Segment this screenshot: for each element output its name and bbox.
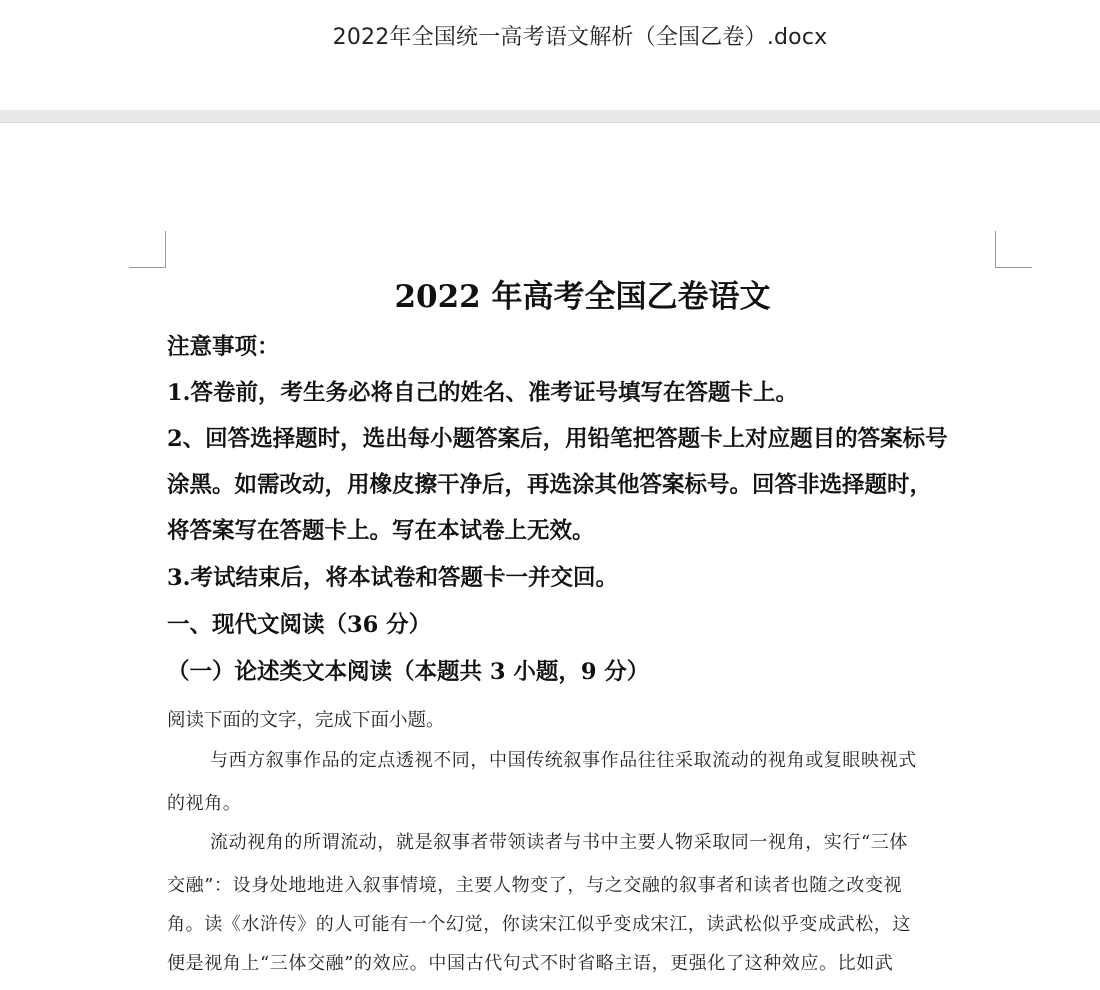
body-line-5: 角。读《水浒传》的人可能有一个幻觉，你读宋江似乎变成宋江，读武松似乎变成武松，这 <box>167 914 911 935</box>
margin-corner-mark-right <box>995 231 1032 268</box>
section-heading: 一、现代文阅读（36 分） <box>167 612 432 638</box>
notice-line-3: 涂黑。如需改动，用橡皮擦干净后，再选涂其他答案标号。回答非选择题时， <box>167 472 933 498</box>
subsection-heading: （一）论述类文本阅读（本题共 3 小题，9 分） <box>167 659 650 685</box>
instruction-text: 阅读下面的文字，完成下面小题。 <box>167 710 445 731</box>
document-file-title: 2022年全国统一高考语文解析（全国乙卷）.docx <box>332 25 828 50</box>
document-page[interactable] <box>0 123 1100 990</box>
page-separator-band <box>0 110 1100 123</box>
margin-corner-mark-left <box>129 231 166 268</box>
title-bar <box>0 0 1100 110</box>
body-line-1: 与西方叙事作品的定点透视不同，中国传统叙事作品往往采取流动的视角或复眼映视式 <box>210 750 917 771</box>
body-line-4: 交融”：设身处地地进入叙事情境，主要人物变了，与之交融的叙事者和读者也随之改变视 <box>167 875 903 896</box>
notice-line-5: 3.考试结束后，将本试卷和答题卡一并交回。 <box>167 565 618 591</box>
document-title: 2022 年高考全国乙卷语文 <box>394 279 771 315</box>
body-line-6: 便是视角上“三体交融”的效应。中国古代句式不时省略主语，更强化了这种效应。比如武 <box>167 953 894 974</box>
notice-heading: 注意事项： <box>167 334 280 360</box>
body-line-2: 的视角。 <box>167 793 242 814</box>
notice-line-1: 1.答卷前，考生务必将自己的姓名、准考证号填写在答题卡上。 <box>167 380 798 406</box>
notice-line-4: 将答案写在答题卡上。写在本试卷上无效。 <box>167 518 595 544</box>
body-line-3: 流动视角的所谓流动，就是叙事者带领读者与书中主要人物采取同一视角，实行“三体 <box>210 832 908 853</box>
notice-line-2: 2、回答选择题时，选出每小题答案后，用铅笔把答题卡上对应题目的答案标号 <box>167 426 948 452</box>
